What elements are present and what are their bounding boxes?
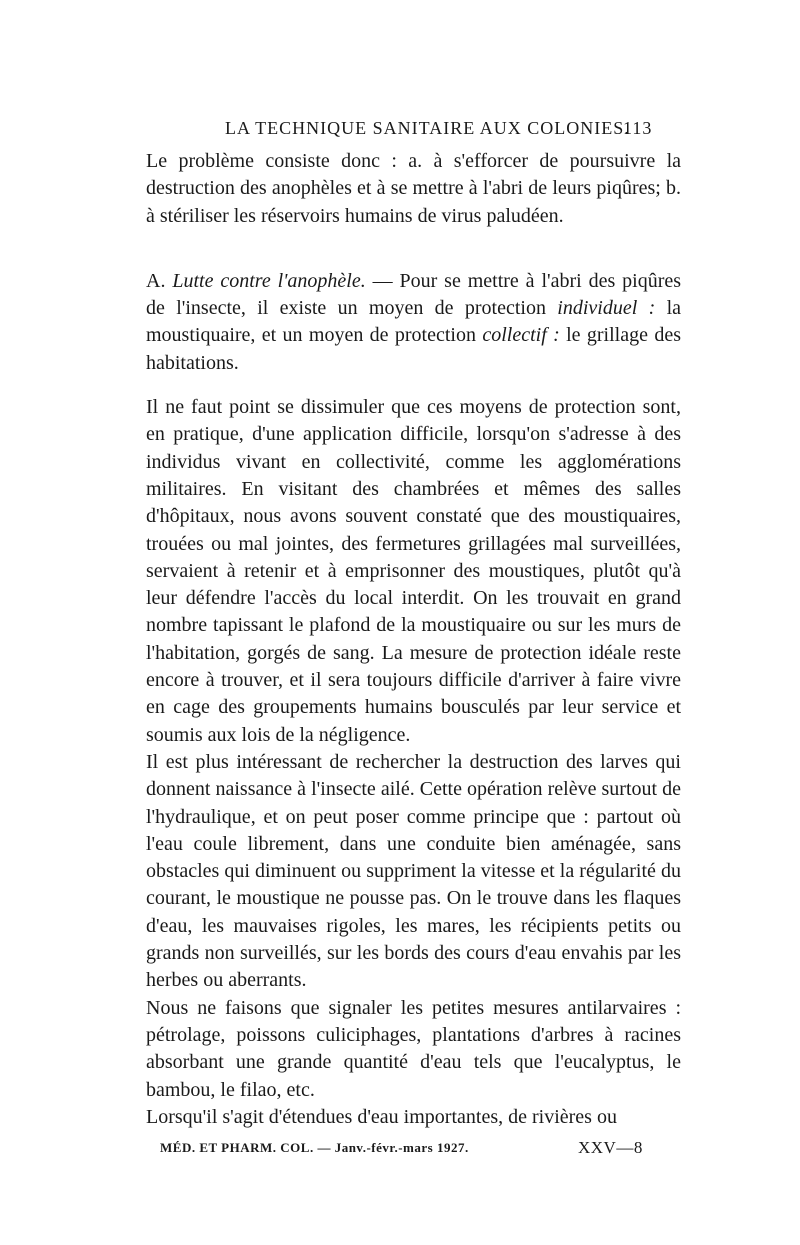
journal-reference: MÉD. ET PHARM. COL. — Janv.-févr.-mars 1927. <box>160 1140 469 1155</box>
paragraph-2-text-a: — Pour se mettre à l'abri des piqûres de l'insecte, il existe un moyen de protection <box>146 269 682 320</box>
emphasis-collectif: collectif : <box>482 324 560 347</box>
section-letter: A. <box>146 269 173 292</box>
paragraph-2-text-c: le grillage des habitations. <box>146 324 681 374</box>
emphasis-individuel: individuel : <box>557 297 656 320</box>
paragraph-3: Il ne faut point se dissimuler que ces moyens de protection sont, en pratique, d'une application difficile, lorsqu'on s'adresse à des individus vivant en collectivité, comme les agglomérations militaires. En visitant des chambrées et mêmes des salles d'hôpitaux, nous avons souvent constaté que des moustiquaires, trouées ou mal jointes, des fermetures grillagées mal surveillées, servaient à retenir et à emprisonner des moustiques, plutôt qu'à leur défendre l'accès du local interdit. On les trouvait en grand nombre tapissant le plafond de la moustiquaire ou sur les murs de l'habitation, gorgés de sang. La mesure de protection idéale reste encore à trouver, et il sera toujours difficile d'arriver à faire vivre en cage des groupements humains bousculés par leur service et soumis aux lois de la négligence. <box>146 396 681 746</box>
paragraph-1: Le problème consiste donc : a. à s'efforcer de poursuivre la destruction des anophèles et à se mettre à l'abri de leurs piqûres; b. à stériliser les réservoirs humains de virus paludéen. <box>146 150 681 227</box>
paragraph-2 <box>146 268 681 377</box>
paragraph-2-text-b: la moustiquaire, et un moyen de protection <box>146 297 682 347</box>
signature-mark: XXV—8 <box>578 1138 643 1157</box>
paragraph-5: Nous ne faisons que signaler les petites mesures antilarvaires : pétrolage, poissons culiciphages, plantations d'arbres à racines absorbant une grande quantité d'eau tels que l'eucalyptus, le bambou, le filao, etc. <box>146 996 681 1101</box>
page-number: 113 <box>623 118 653 138</box>
paragraph-4: Il est plus intéressant de rechercher la destruction des larves qui donnent naissance à l'insecte ailé. Cette opération relève surtout de l'hydraulique, et on peut poser comme principe que : partout où l'eau coule librement, dans une conduite bien aménagée, sans obstacles qui diminuent ou suppriment la vitesse et la régularité du courant, le moustique ne pousse pas. On le trouve dans les flaques d'eau, les mauvaises rigoles, les mares, les récipients petits ou grands non surveillés, sur les bords des cours d'eau envahis par les herbes ou aberrants. <box>146 750 681 992</box>
body-text <box>146 148 681 1131</box>
running-head-title: LA TECHNIQUE SANITAIRE AUX COLONIES. <box>225 118 630 138</box>
paragraph-6: Lorsqu'il s'agit d'étendues d'eau importantes, de rivières ou <box>146 1105 617 1128</box>
section-title: Lutte contre l'anophèle. <box>172 269 366 292</box>
